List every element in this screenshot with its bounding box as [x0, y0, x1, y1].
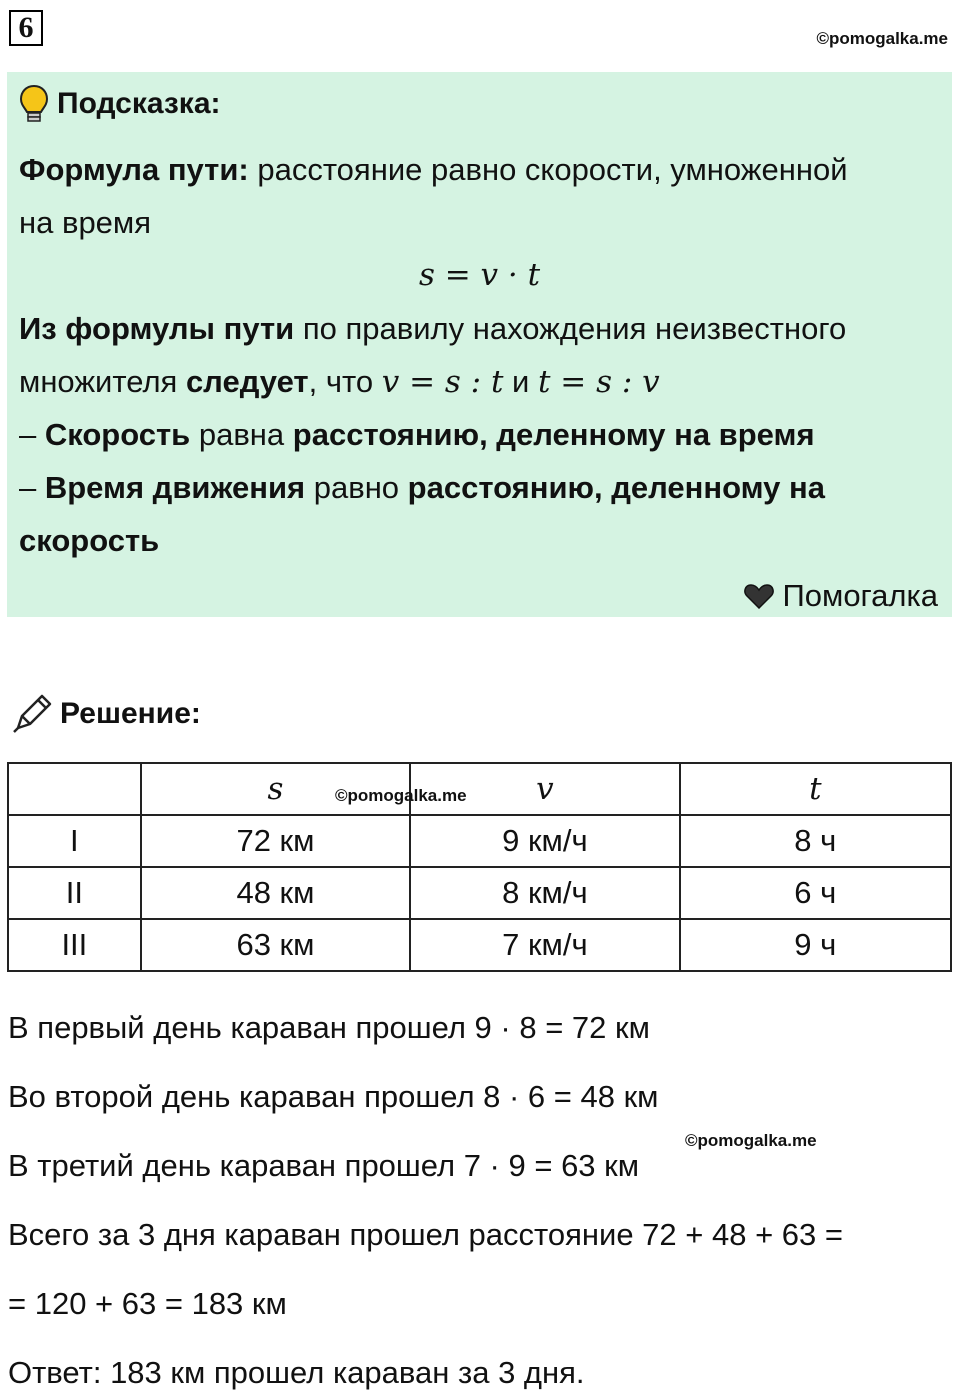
hint-line5-mid: равна	[190, 417, 293, 452]
solution-line-4: Всего за 3 дня караван прошел расстояние 72 + 48 + 63 =	[8, 1217, 844, 1252]
solution-line-1: В первый день караван прошел 9 · 8 = 72 км	[8, 1010, 650, 1045]
hint-line1-bold: Формула пути:	[19, 152, 249, 187]
hint-line-3	[19, 311, 846, 347]
hint-line-5	[19, 417, 815, 453]
table-cell: 6 ч	[680, 867, 951, 919]
hint-line1-rest: расстояние равно скорости, умноженной	[248, 152, 848, 187]
hint-line6-bold1: Время движения	[44, 470, 306, 505]
table-cell: 9 ч	[680, 919, 951, 971]
hint-line3-bold: Из формулы пути	[19, 311, 295, 346]
lightbulb-icon	[19, 84, 49, 124]
problem-number: 6	[9, 10, 43, 46]
hint-line-7: скорость	[19, 523, 160, 558]
table-header-cell: t	[680, 763, 951, 815]
table-header-row	[8, 763, 951, 815]
hint-line6-mid: равно	[305, 470, 408, 505]
hint-line5-dash: –	[19, 417, 45, 452]
table-cell: II	[8, 867, 141, 919]
watermark-table: ©pomogalka.me	[335, 786, 467, 805]
hint-formula-v: v = s : t	[381, 364, 504, 400]
solution-line-5: = 120 + 63 = 183 км	[8, 1286, 287, 1321]
answer-line: Ответ: 183 км прошел караван за 3 дня.	[8, 1355, 585, 1390]
hint-line-4	[19, 364, 660, 400]
solution-line-2: Во второй день караван прошел 8 · 6 = 48 км	[8, 1079, 659, 1114]
solution-title	[10, 692, 201, 736]
watermark-top: ©pomogalka.me	[816, 29, 948, 48]
hint-formula-t: t = s : v	[537, 364, 660, 400]
hint-line5-bold2: расстоянию, деленному на время	[292, 417, 815, 452]
hint-line-1	[19, 152, 848, 188]
table-row	[8, 815, 951, 867]
hint-line4-bold: следует	[185, 364, 309, 399]
hint-line4-b: , что	[308, 364, 382, 399]
watermark-bottom: ©pomogalka.me	[685, 1131, 817, 1150]
table-header-cell: s	[141, 763, 410, 815]
hint-title-text: Подсказка:	[57, 87, 221, 120]
table-row	[8, 919, 951, 971]
table-cell: 72 км	[141, 815, 410, 867]
heart-icon	[744, 583, 774, 609]
hint-line4-a: множителя	[19, 364, 186, 399]
hint-line-2: на время	[19, 205, 152, 240]
table-header-cell: v	[410, 763, 679, 815]
hint-formula: s = v · t	[418, 257, 541, 293]
brand-text: Помогалка	[782, 578, 938, 613]
table-cell: 63 км	[141, 919, 410, 971]
speed-table	[7, 762, 952, 972]
brand-signature	[744, 578, 938, 614]
hint-line6-dash: –	[19, 470, 45, 505]
hint-line4-c: и	[503, 364, 538, 399]
table-header-cell	[8, 763, 141, 815]
solution-title-text: Решение:	[60, 697, 201, 730]
hint-line5-bold1: Скорость	[44, 417, 191, 452]
solution-line-3: В третий день караван прошел 7 · 9 = 63 км	[8, 1148, 640, 1183]
table-cell: 7 км/ч	[410, 919, 679, 971]
table-cell: III	[8, 919, 141, 971]
hint-title	[19, 84, 221, 124]
hint-line6-bold2: расстоянию, деленному на	[407, 470, 825, 505]
table-cell: 8 ч	[680, 815, 951, 867]
table-cell: 48 км	[141, 867, 410, 919]
table-cell: 9 км/ч	[410, 815, 679, 867]
hint-box	[7, 72, 952, 617]
hint-line3-rest: по правилу нахождения неизвестного	[294, 311, 847, 346]
table-row	[8, 867, 951, 919]
table-cell: 8 км/ч	[410, 867, 679, 919]
hint-line-6	[19, 470, 825, 506]
pencil-icon	[10, 692, 54, 736]
table-cell: I	[8, 815, 141, 867]
